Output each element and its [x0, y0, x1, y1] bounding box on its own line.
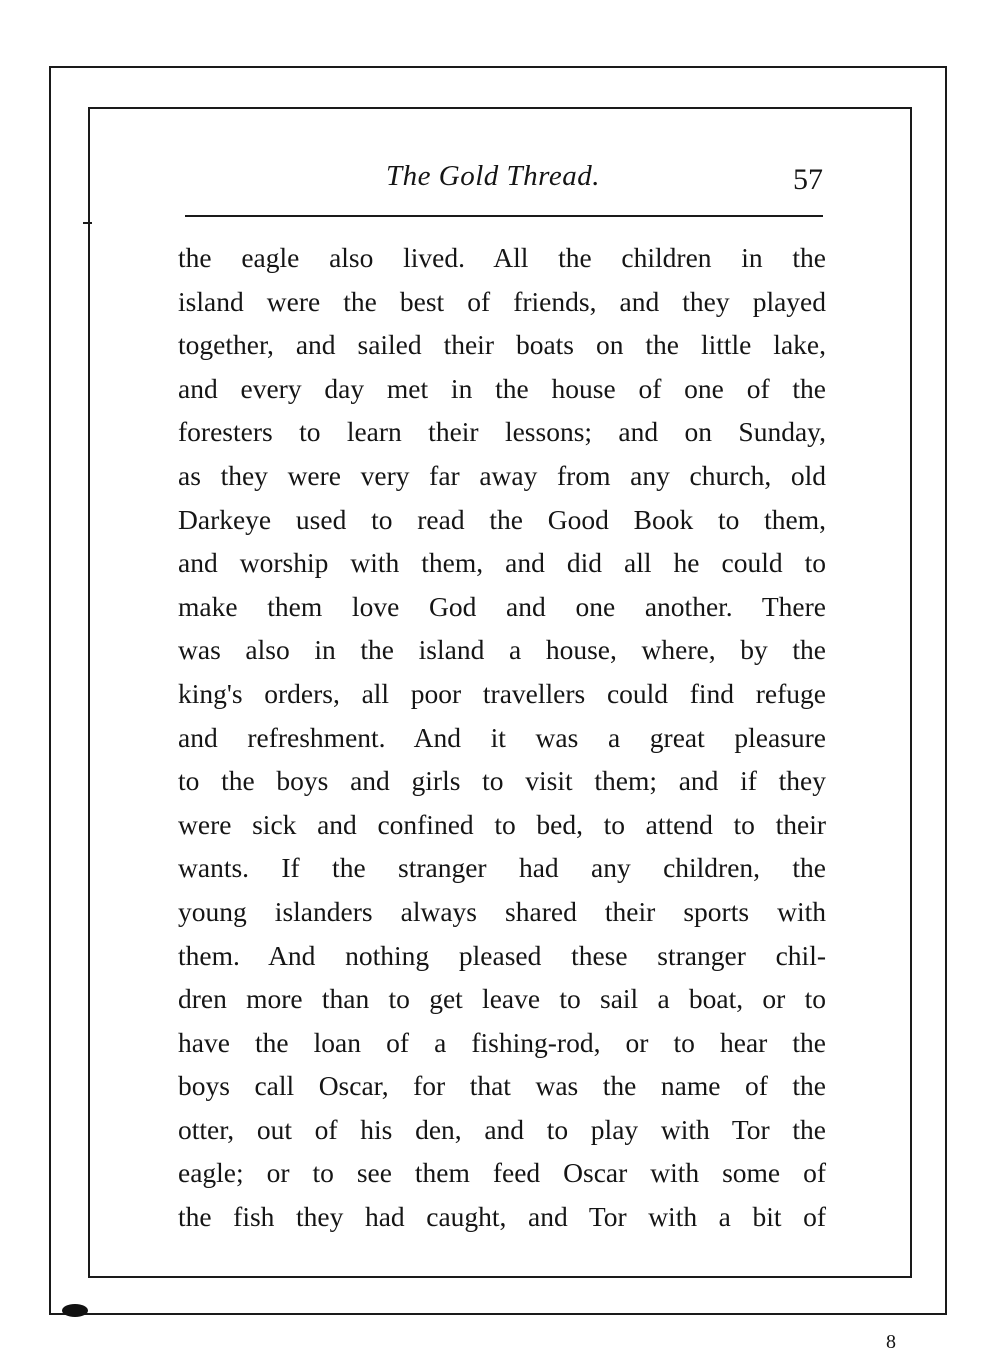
ink-blot-mark — [62, 1304, 88, 1317]
text-line-19: have the loan of a fishing-rod, or to hear the — [178, 1026, 826, 1058]
header-rule — [185, 215, 823, 217]
text-line-2: island were the best of friends, and they played — [178, 285, 826, 317]
text-line-5: foresters to learn their lessons; and on Sunday, — [178, 416, 826, 448]
text-line-4: and every day met in the house of one of the — [178, 372, 826, 404]
text-line-6: as they were very far away from any church, old — [178, 459, 826, 491]
text-line-15: wants. If the stranger had any children, the — [178, 852, 826, 884]
running-title: The Gold Thread. — [386, 160, 600, 192]
text-line-12: and refreshment. And it was a great pleasure — [178, 721, 826, 753]
text-line-20: boys call Oscar, for that was the name of the — [178, 1070, 826, 1102]
text-line-22: eagle; or to see them feed Oscar with some of — [178, 1157, 826, 1189]
text-line-11: king's orders, all poor travellers could find refuge — [178, 677, 826, 709]
text-line-10: was also in the island a house, where, by the — [178, 634, 826, 666]
text-line-13: to the boys and girls to visit them; and if they — [178, 765, 826, 797]
text-line-16: young islanders always shared their sports with — [178, 895, 826, 927]
text-line-8: and worship with them, and did all he could to — [178, 547, 826, 579]
text-line-21: otter, out of his den, and to play with Tor the — [178, 1113, 826, 1145]
body-text — [178, 236, 826, 1239]
text-line-23: the fish they had caught, and Tor with a bit of — [178, 1201, 826, 1233]
margin-tick-mark — [83, 222, 92, 224]
text-line-7: Darkeye used to read the Good Book to them, — [178, 503, 826, 535]
page-number: 57 — [793, 163, 823, 196]
text-line-17: them. And nothing pleased these stranger chil- — [178, 939, 826, 971]
text-line-9: make them love God and one another. There — [178, 590, 826, 622]
sheet-number: 8 — [886, 1331, 896, 1353]
text-line-1: the eagle also lived. All the children in the — [178, 242, 826, 273]
text-line-18: dren more than to get leave to sail a boat, or to — [178, 983, 826, 1015]
text-line-3: together, and sailed their boats on the little lake, — [178, 329, 826, 361]
text-line-14: were sick and confined to bed, to attend to their — [178, 808, 826, 840]
